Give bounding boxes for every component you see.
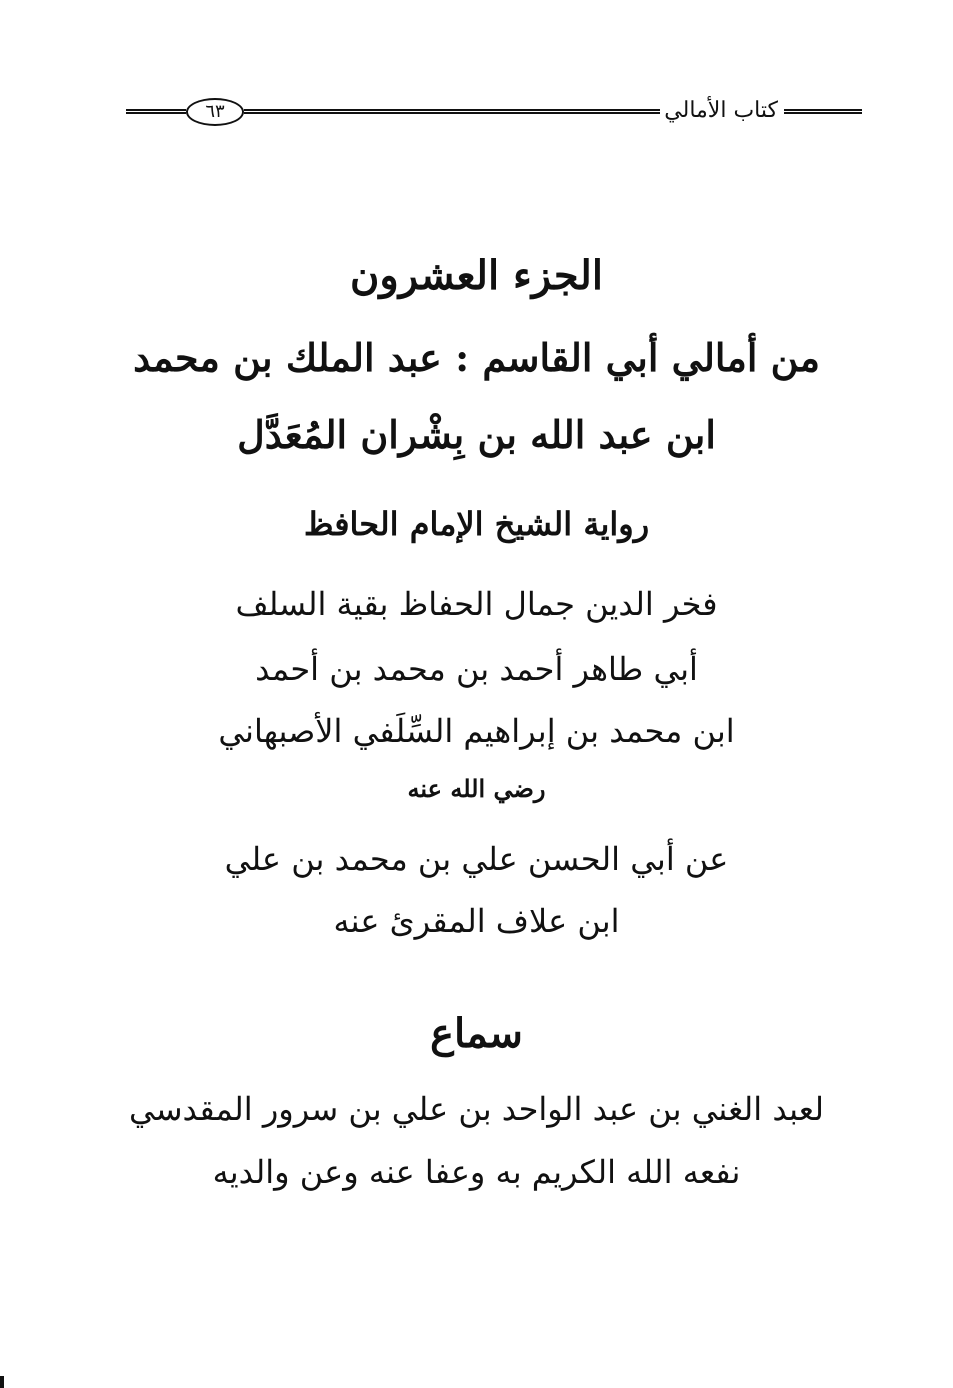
author-line-2: ابن عبد الله بن بِشْران المُعَدَّل [237, 412, 716, 457]
part-title: الجزء العشرون [350, 252, 603, 299]
narrator-line-2: أبي طاهر أحمد بن محمد بن أحمد [255, 650, 698, 688]
narration-heading: رواية الشيخ الإمام الحافظ [303, 505, 650, 543]
chain-line-2: ابن علاف المقرئ عنه [333, 902, 620, 940]
chain-line-1: عن أبي الحسن علي بن محمد بن علي [224, 840, 729, 878]
audition-heading: سماع [430, 1010, 523, 1057]
author-line-1: من أمالي أبي القاسم : عبد الملك بن محمد [133, 335, 820, 380]
book-title: كتاب الأمالي [660, 96, 782, 126]
running-header [126, 92, 862, 132]
audition-line-2: نفعه الله الكريم به وعفا عنه وعن والديه [212, 1153, 741, 1191]
narrator-line-1: فخر الدين جمال الحفاظ بقية السلف [235, 585, 718, 623]
header-rule-left [126, 109, 186, 114]
blessing-text: رضي الله عنه [407, 774, 546, 803]
page-number: ٦٣ [186, 98, 244, 126]
scan-edge-mark [0, 1376, 4, 1388]
header-rule-right [784, 109, 862, 114]
narrator-line-3: ابن محمد بن إبراهيم السِّلَفي الأصبهاني [218, 712, 735, 750]
audition-line-1: لعبد الغني بن عبد الواحد بن علي بن سرور المقدسي [129, 1090, 824, 1128]
